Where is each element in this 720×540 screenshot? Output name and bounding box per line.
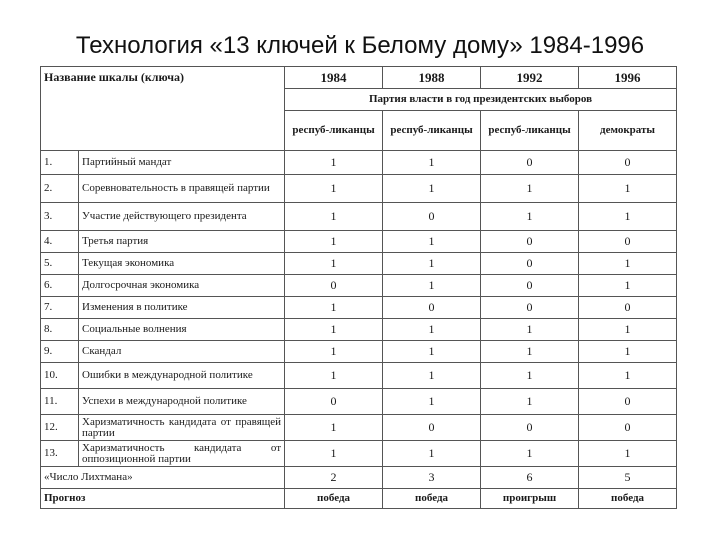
key-name: Изменения в политике [79, 297, 285, 319]
key-value: 1 [285, 253, 383, 275]
key-value: 1 [285, 415, 383, 441]
key-value: 1 [481, 441, 579, 467]
key-value: 0 [285, 275, 383, 297]
lichtman-value: 5 [579, 467, 677, 489]
key-value: 0 [481, 253, 579, 275]
lichtman-row [41, 467, 677, 489]
key-row [41, 341, 677, 363]
key-name: Текущая экономика [79, 253, 285, 275]
key-value: 0 [481, 415, 579, 441]
key-value: 1 [383, 231, 481, 253]
lichtman-value: 3 [383, 467, 481, 489]
party-header: респуб-ликанцы [481, 111, 579, 151]
key-value: 0 [285, 389, 383, 415]
key-row [41, 389, 677, 415]
key-number: 13. [41, 441, 79, 467]
key-value: 1 [383, 363, 481, 389]
key-value: 1 [383, 253, 481, 275]
forecast-value: победа [579, 489, 677, 509]
key-value: 1 [579, 363, 677, 389]
key-name: Харизматичность кандидата от оппозиционной партии [79, 441, 285, 467]
key-value: 1 [383, 389, 481, 415]
key-number: 11. [41, 389, 79, 415]
party-header: демократы [579, 111, 677, 151]
key-row [41, 415, 677, 441]
key-name: Долгосрочная экономика [79, 275, 285, 297]
key-value: 1 [285, 319, 383, 341]
key-value: 1 [579, 175, 677, 203]
key-row [41, 253, 677, 275]
key-value: 1 [579, 319, 677, 341]
key-name: Скандал [79, 341, 285, 363]
key-name: Харизматичность кандидата от правящей партии [79, 415, 285, 441]
party-header: респуб-ликанцы [285, 111, 383, 151]
key-value: 1 [285, 297, 383, 319]
year-header: 1992 [481, 67, 579, 89]
key-value: 1 [383, 151, 481, 175]
key-number: 5. [41, 253, 79, 275]
key-number: 8. [41, 319, 79, 341]
key-value: 0 [383, 297, 481, 319]
key-name: Успехи в международной политике [79, 389, 285, 415]
key-value: 1 [481, 389, 579, 415]
key-value: 0 [579, 151, 677, 175]
key-number: 4. [41, 231, 79, 253]
key-name: Социальные волнения [79, 319, 285, 341]
key-number: 7. [41, 297, 79, 319]
key-value: 1 [383, 275, 481, 297]
key-value: 1 [285, 363, 383, 389]
key-number: 6. [41, 275, 79, 297]
lichtman-label: «Число Лихтмана» [41, 467, 285, 489]
key-row [41, 151, 677, 175]
key-value: 1 [481, 175, 579, 203]
key-row [41, 231, 677, 253]
key-value: 0 [481, 231, 579, 253]
forecast-value: победа [285, 489, 383, 509]
key-number: 12. [41, 415, 79, 441]
key-value: 0 [383, 203, 481, 231]
key-row [41, 175, 677, 203]
key-row [41, 363, 677, 389]
key-value: 1 [481, 203, 579, 231]
key-number: 3. [41, 203, 79, 231]
key-value: 1 [285, 151, 383, 175]
key-row [41, 319, 677, 341]
key-value: 1 [383, 319, 481, 341]
forecast-row [41, 489, 677, 509]
years-row [41, 67, 677, 89]
year-header: 1984 [285, 67, 383, 89]
forecast-value: победа [383, 489, 481, 509]
ruling-party-caption: Партия власти в год президентских выборов [285, 89, 677, 111]
key-value: 0 [481, 151, 579, 175]
key-value: 0 [579, 231, 677, 253]
key-value: 0 [481, 275, 579, 297]
key-value: 1 [481, 363, 579, 389]
key-value: 0 [579, 389, 677, 415]
key-name: Участие действующего президента [79, 203, 285, 231]
lichtman-value: 6 [481, 467, 579, 489]
key-number: 1. [41, 151, 79, 175]
key-value: 1 [383, 441, 481, 467]
year-header: 1996 [579, 67, 677, 89]
keys-table [40, 66, 677, 509]
key-number: 2. [41, 175, 79, 203]
key-name: Ошибки в международной политике [79, 363, 285, 389]
key-value: 1 [481, 341, 579, 363]
key-row [41, 275, 677, 297]
key-value: 1 [285, 341, 383, 363]
key-number: 10. [41, 363, 79, 389]
key-value: 1 [285, 231, 383, 253]
key-value: 1 [579, 253, 677, 275]
key-value: 0 [481, 297, 579, 319]
key-name: Соревновательность в правящей партии [79, 175, 285, 203]
key-value: 1 [383, 341, 481, 363]
key-value: 1 [285, 175, 383, 203]
key-number: 9. [41, 341, 79, 363]
key-value: 1 [285, 441, 383, 467]
key-value: 1 [481, 319, 579, 341]
year-header: 1988 [383, 67, 481, 89]
slide-title: Технология «13 ключей к Белому дому» 1984-1996 [75, 32, 645, 59]
key-value: 0 [383, 415, 481, 441]
key-value: 0 [579, 297, 677, 319]
key-row [41, 297, 677, 319]
key-row [41, 203, 677, 231]
key-name: Третья партия [79, 231, 285, 253]
key-row [41, 441, 677, 467]
key-value: 1 [579, 275, 677, 297]
key-value: 1 [579, 441, 677, 467]
key-value: 1 [285, 203, 383, 231]
forecast-label: Прогноз [41, 489, 285, 509]
key-name: Партийный мандат [79, 151, 285, 175]
key-value: 1 [579, 341, 677, 363]
key-value: 1 [579, 203, 677, 231]
lichtman-value: 2 [285, 467, 383, 489]
key-value: 1 [383, 175, 481, 203]
key-value: 0 [579, 415, 677, 441]
scale-name-header: Название шкалы (ключа) [41, 67, 285, 151]
forecast-value: проигрыш [481, 489, 579, 509]
party-header: респуб-ликанцы [383, 111, 481, 151]
